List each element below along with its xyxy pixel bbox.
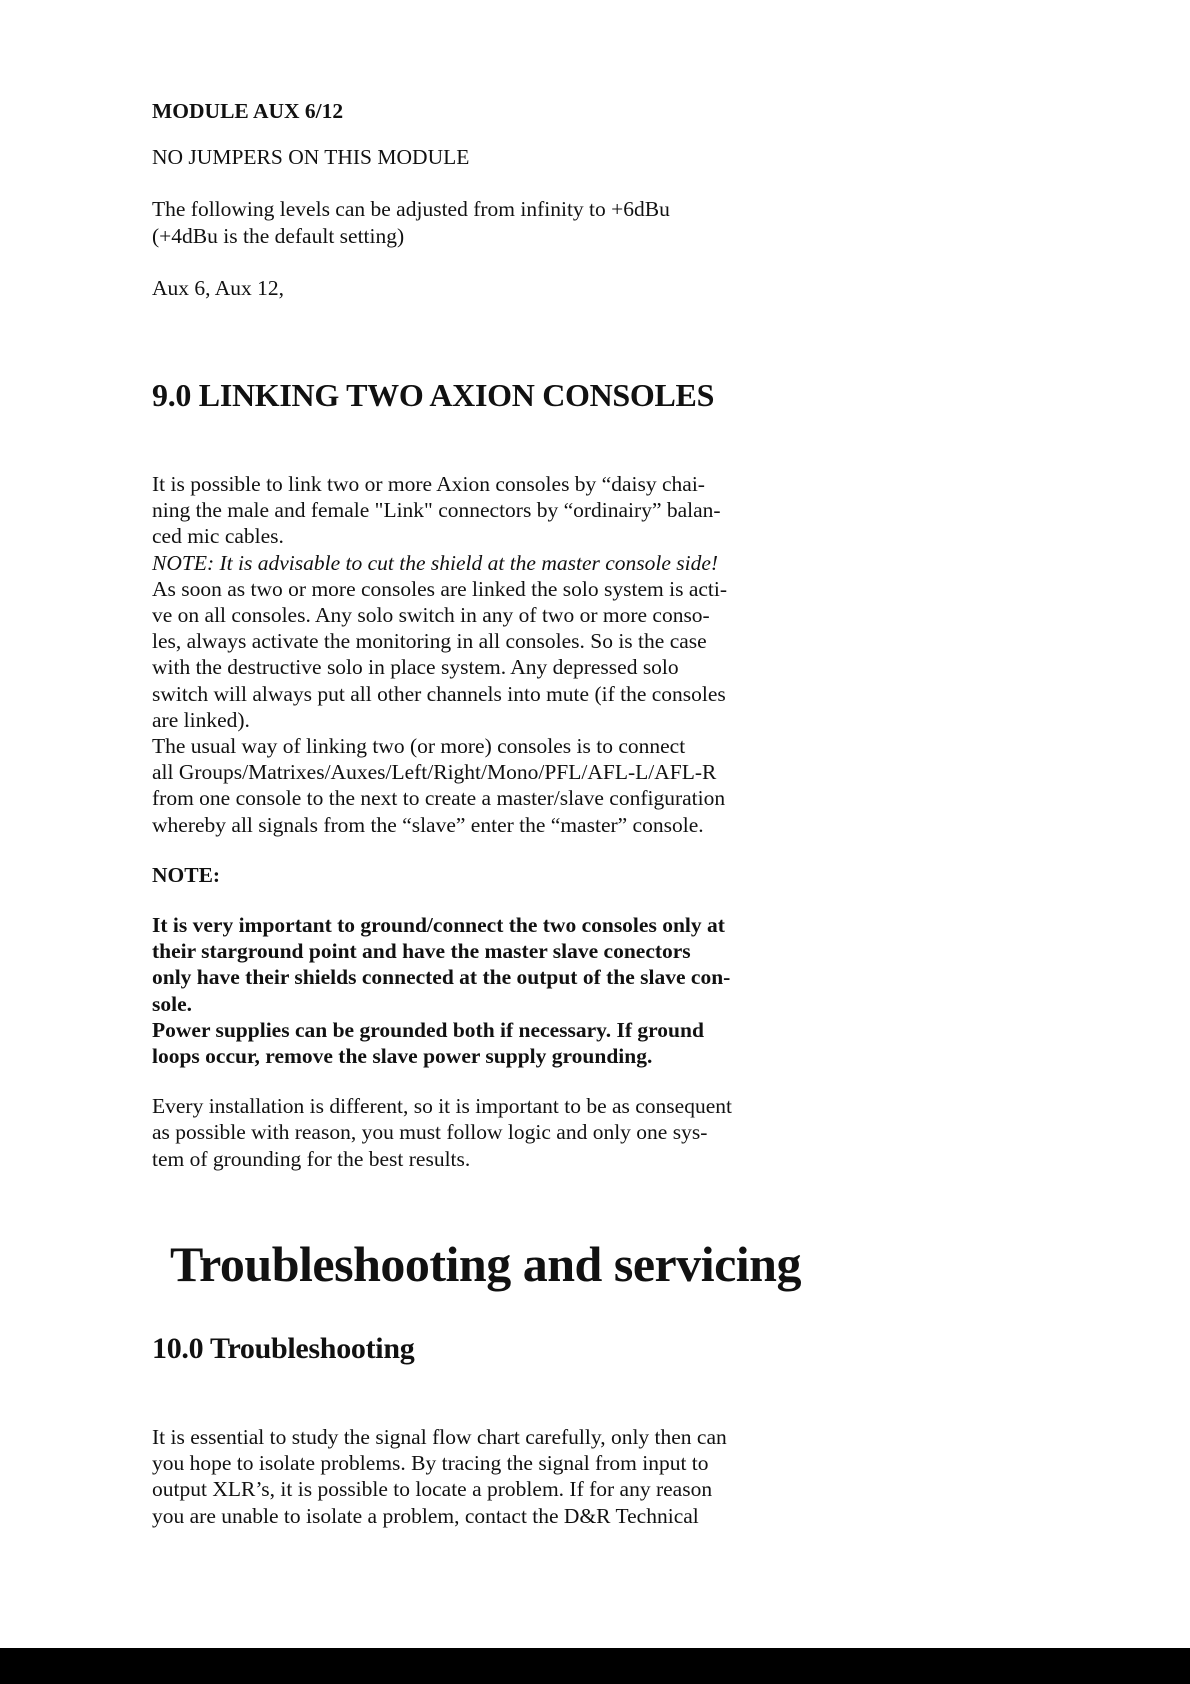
text-line: ning the male and female "Link" connectors by “ordinairy” balan-	[152, 498, 721, 523]
text-line: loops occur, remove the slave power supply grounding.	[152, 1044, 653, 1069]
linking-paragraph	[152, 471, 812, 838]
text-line: from one console to the next to create a master/slave configuration	[152, 786, 726, 811]
section-heading-linking: 9.0 LINKING TWO AXION CONSOLES	[152, 377, 715, 414]
text-line: only have their shields connected at the output of the slave con-	[152, 965, 731, 990]
grounding-warning	[152, 912, 812, 1069]
chapter-title: Troubleshooting and servicing	[170, 1235, 801, 1292]
text-line: are linked).	[152, 707, 250, 732]
text-line: ced mic cables.	[152, 524, 284, 549]
aux-list: Aux 6, Aux 12,	[152, 275, 284, 300]
text-line: The usual way of linking two (or more) consoles is to connect	[152, 734, 686, 759]
installation-paragraph	[152, 1093, 812, 1172]
shield-note: NOTE: It is advisable to cut the shield at the master console side!	[152, 550, 719, 575]
text-line: The following levels can be adjusted from infinity to +6dBu	[152, 197, 670, 222]
levels-paragraph	[152, 196, 812, 248]
text-line: you are unable to isolate a problem, contact the D&R Technical	[152, 1503, 699, 1528]
text-line: Every installation is different, so it is important to be as consequent	[152, 1094, 732, 1119]
text-line: (+4dBu is the default setting)	[152, 223, 405, 248]
troubleshooting-paragraph	[152, 1424, 812, 1529]
text-line: whereby all signals from the “slave” enter the “master” console.	[152, 812, 704, 837]
text-line: les, always activate the monitoring in all consoles. So is the case	[152, 629, 707, 654]
text-line: It is possible to link two or more Axion consoles by “daisy chai-	[152, 472, 705, 497]
jumpers-note: NO JUMPERS ON THIS MODULE	[152, 145, 470, 170]
scan-bottom-border	[0, 1648, 1190, 1684]
text-line: you hope to isolate problems. By tracing the signal from input to	[152, 1451, 709, 1476]
text-line: all Groups/Matrixes/Auxes/Left/Right/Mono/PFL/AFL-L/AFL-R	[152, 760, 717, 785]
text-line: As soon as two or more consoles are linked the solo system is acti-	[152, 576, 728, 601]
text-line: their starground point and have the master slave conectors	[152, 939, 691, 964]
note-label: NOTE:	[152, 862, 221, 887]
text-line: sole.	[152, 991, 193, 1016]
text-line: with the destructive solo in place system. Any depressed solo	[152, 655, 679, 680]
text-line: switch will always put all other channels into mute (if the consoles	[152, 681, 726, 706]
text-line: output XLR’s, it is possible to locate a problem. If for any reason	[152, 1477, 713, 1502]
text-line: as possible with reason, you must follow logic and only one sys-	[152, 1120, 708, 1145]
text-line: tem of grounding for the best results.	[152, 1146, 471, 1171]
text-line: ve on all consoles. Any solo switch in any of two or more conso-	[152, 603, 710, 628]
page-content	[152, 98, 812, 1529]
text-line: It is essential to study the signal flow chart carefully, only then can	[152, 1424, 727, 1449]
module-title: MODULE AUX 6/12	[152, 99, 344, 123]
text-line: Power supplies can be grounded both if necessary. If ground	[152, 1017, 704, 1042]
section-heading-troubleshooting: 10.0 Troubleshooting	[152, 1331, 415, 1365]
text-line: It is very important to ground/connect the two consoles only at	[152, 913, 725, 938]
